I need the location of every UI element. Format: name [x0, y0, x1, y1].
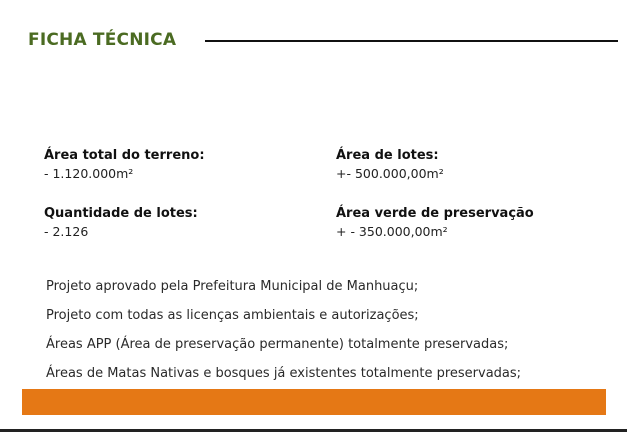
spec-total-area [44, 148, 205, 181]
spec-lots-area [336, 148, 444, 181]
note-item: Áreas de Matas Nativas e bosques já existentes totalmente preservadas; [46, 366, 522, 381]
note-item: Áreas APP (Área de preservação permanente) totalmente preservadas; [46, 337, 509, 352]
spec-value: +- 500.000,00m² [336, 166, 444, 181]
spec-label: Área verde de preservação [336, 206, 534, 221]
spec-value: + - 350.000,00m² [336, 224, 448, 239]
spec-value: - 1.120.000m² [44, 166, 134, 181]
spec-lot-count [44, 206, 198, 239]
note-item: Projeto com todas as licenças ambientais e autorizações; [46, 308, 419, 323]
spec-value: - 2.126 [44, 224, 89, 239]
header-divider [205, 40, 618, 42]
accent-band [22, 389, 606, 415]
spec-green-area [336, 206, 534, 239]
note-item: Projeto aprovado pela Prefeitura Municipal de Manhuaçu; [46, 279, 419, 294]
spec-label: Quantidade de lotes: [44, 206, 198, 221]
page-title: FICHA TÉCNICA [28, 30, 177, 50]
spec-label: Área de lotes: [336, 148, 439, 163]
spec-label: Área total do terreno: [44, 148, 205, 163]
project-notes [46, 272, 521, 388]
